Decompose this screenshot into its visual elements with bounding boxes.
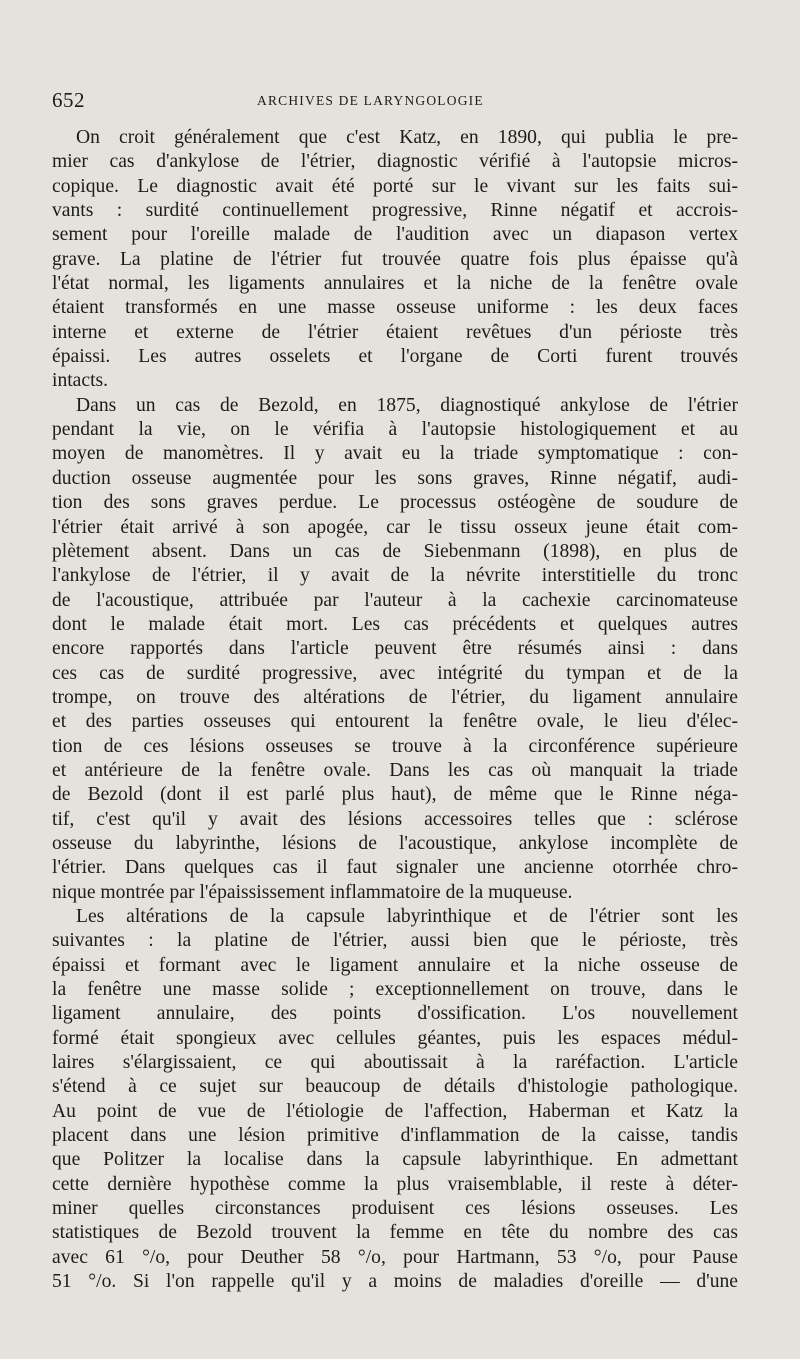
text-line: épaissi et formant avec le ligament annulaire et la niche osseuse de [52, 954, 738, 976]
text-line: intacts. [52, 370, 109, 392]
text-line: plètement absent. Dans un cas de Siebenmann (1898), en plus de [52, 540, 738, 562]
text-line: ces cas de surdité progressive, avec intégrité du tympan et de la [52, 662, 738, 684]
text-line: ligament annulaire, des points d'ossification. L'os nouvellement [52, 1003, 738, 1025]
text-line: copique. Le diagnostic avait été porté sur le vivant sur les faits sui- [52, 175, 738, 197]
text-line: cette dernière hypothèse comme la plus vraisemblable, il reste à déter- [52, 1173, 738, 1195]
text-line: épaissi. Les autres osselets et l'organe de Corti furent trouvés [52, 346, 738, 368]
text-line: moyen de manomètres. Il y avait eu la triade symptomatique : con- [52, 443, 738, 465]
text-line: de l'acoustique, attribuée par l'auteur à la cachexie carcinomateuse [52, 589, 738, 611]
text-line: sement pour l'oreille malade de l'audition avec un diapason vertex [52, 224, 738, 246]
text-line: trompe, on trouve des altérations de l'étrier, du ligament annulaire [52, 686, 738, 708]
text-line: la fenêtre une masse solide ; exceptionnellement on trouve, dans le [52, 979, 738, 1001]
text-line: grave. La platine de l'étrier fut trouvée quatre fois plus épaisse qu'à [52, 248, 738, 270]
text-line: statistiques de Bezold trouvent la femme en tête du nombre des cas [52, 1222, 738, 1244]
text-line: l'ankylose de l'étrier, il y avait de la névrite interstitielle du tronc [52, 565, 738, 587]
text-line: osseuse du labyrinthe, lésions de l'acoustique, ankylose incomplète de [52, 832, 738, 854]
text-line: laires s'élargissaient, ce qui aboutissait à la raréfaction. L'article [52, 1052, 738, 1074]
text-line: étaient transformés en une masse osseuse uniforme : les deux faces [52, 297, 738, 319]
text-line: Au point de vue de l'étiologie de l'affection, Haberman et Katz la [52, 1100, 738, 1122]
text-line: dont le malade était mort. Les cas précédents et quelques autres [52, 613, 738, 635]
text-line: tion des sons graves perdue. Le processus ostéogène de soudure de [52, 492, 738, 514]
journal-title: ARCHIVES DE LARYNGOLOGIE [257, 93, 484, 108]
text-line: et des parties osseuses qui entourent la fenêtre ovale, le lieu d'élec- [52, 711, 738, 733]
body-text [52, 126, 738, 1295]
text-line: Dans un cas de Bezold, en 1875, diagnostiqué ankylose de l'étrier [76, 394, 738, 416]
text-line: formé était spongieux avec cellules géantes, puis les espaces médul- [52, 1027, 738, 1049]
text-line: s'étend à ce sujet sur beaucoup de détails d'histologie pathologique. [52, 1076, 738, 1098]
text-line: tif, c'est qu'il y avait des lésions accessoires telles que : sclérose [52, 808, 738, 830]
page-number: 652 [52, 88, 85, 112]
text-line: mier cas d'ankylose de l'étrier, diagnostic vérifié à l'autopsie micros- [52, 151, 738, 173]
running-head [52, 88, 742, 114]
text-line: l'état normal, les ligaments annulaires et la niche de la fenêtre ovale [52, 273, 738, 295]
text-line: interne et externe de l'étrier étaient revêtues d'un périoste très [52, 321, 738, 343]
text-line: et antérieure de la fenêtre ovale. Dans les cas où manquait la triade [52, 759, 738, 781]
text-line: l'étrier. Dans quelques cas il faut signaler une ancienne otorrhée chro- [52, 857, 738, 879]
text-line: On croit généralement que c'est Katz, en 1890, qui publia le pre- [76, 127, 738, 148]
text-line: duction osseuse augmentée pour les sons graves, Rinne négatif, audi- [52, 467, 738, 489]
text-line: miner quelles circonstances produisent ces lésions osseuses. Les [52, 1198, 738, 1220]
text-line: 51 °/o. Si l'on rappelle qu'il y a moins de maladies d'oreille — d'une [52, 1271, 738, 1293]
text-line: que Politzer la localise dans la capsule labyrinthique. En admettant [52, 1149, 738, 1171]
text-line: avec 61 °/o, pour Deuther 58 °/o, pour Hartmann, 53 °/o, pour Pause [52, 1246, 738, 1268]
text-line: pendant la vie, on le vérifia à l'autopsie histologiquement et au [52, 419, 738, 441]
text-line: encore rapportés dans l'article peuvent être résumés ainsi : dans [52, 638, 738, 660]
text-line: Les altérations de la capsule labyrinthique et de l'étrier sont les [76, 906, 738, 927]
text-line: nique montrée par l'épaississement inflammatoire de la muqueuse. [52, 881, 573, 903]
text-line: l'étrier était arrivé à son apogée, car le tissu osseux jeune était com- [52, 516, 738, 538]
text-line: de Bezold (dont il est parlé plus haut), de même que le Rinne néga- [52, 784, 738, 806]
text-line: suivantes : la platine de l'étrier, aussi bien que le périoste, très [52, 930, 738, 952]
text-line: vants : surdité continuellement progressive, Rinne négatif et accrois- [52, 200, 738, 222]
text-line: tion de ces lésions osseuses se trouve à la circonférence supérieure [52, 735, 738, 757]
text-line: placent dans une lésion primitive d'inflammation de la caisse, tandis [52, 1125, 738, 1147]
